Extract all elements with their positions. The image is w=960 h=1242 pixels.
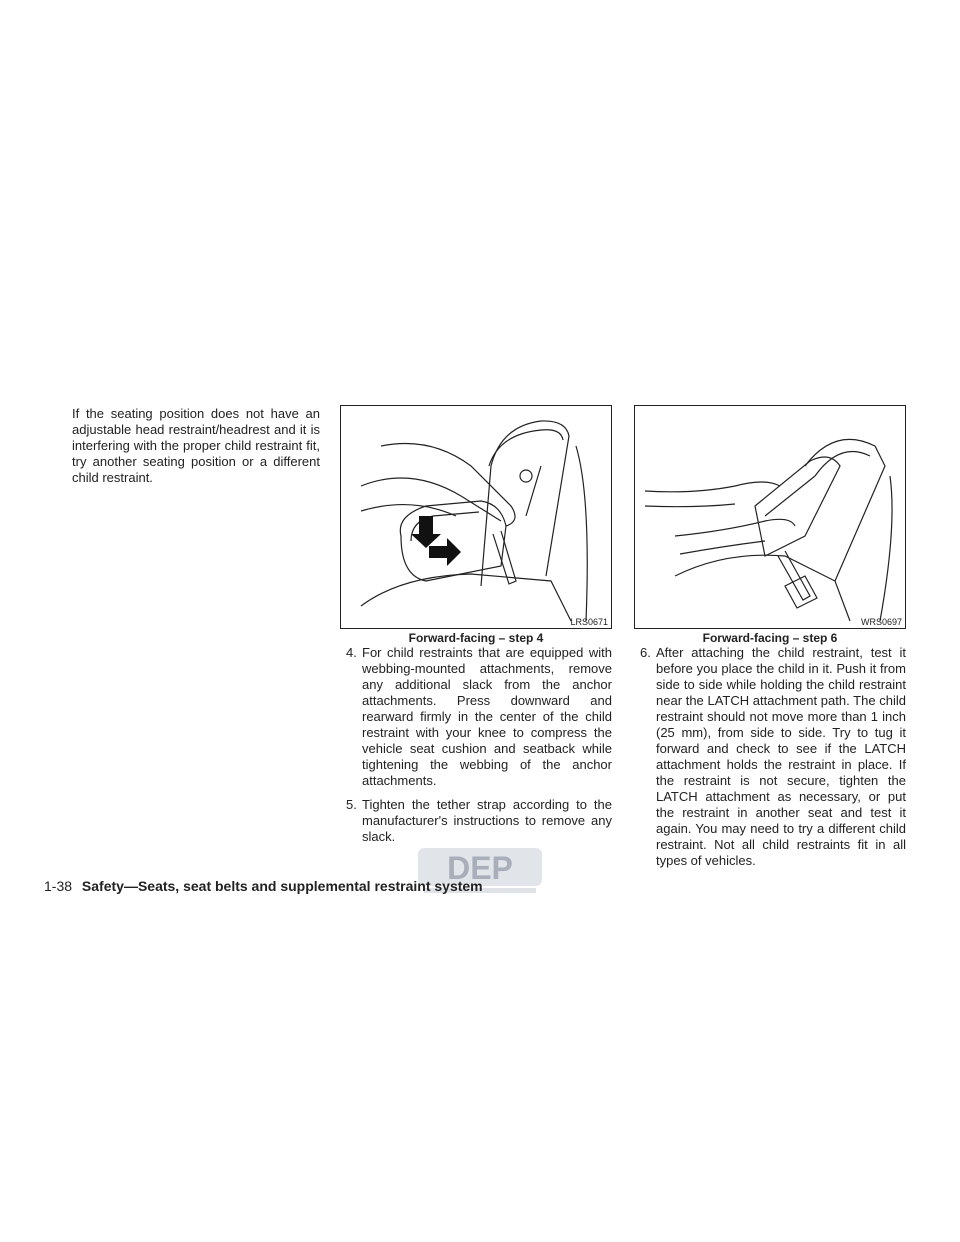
child-seat-illustration-step4	[341, 406, 611, 628]
step-number: 6.	[640, 645, 651, 660]
step-text: After attaching the child restraint, test it before you place the child in it. Push it from side to side while holding the child restraint near the LATCH attachment path. The child restraint should not move more than 1 inch (25 mm), from side to side. Try to tug it forward and check to see if the LATCH attachment holds the restraint in place. If the restraint is not secure, tighten the LATCH attachment as necessary, or put the restraint in another seat and test it again. You may need to try a different child restraint. Not all child restraints fit in all types of vehicles.	[656, 645, 906, 868]
figure-code: LRS0671	[570, 617, 608, 627]
intro-paragraph: If the seating position does not have an adjustable head restraint/headrest and it is interfering with the proper child restraint fit, try another seating position or a different child restraint.	[72, 406, 320, 485]
section-title: Safety—Seats, seat belts and supplemental restraint system	[81, 878, 483, 894]
figure-step-4	[340, 405, 612, 629]
middle-column	[340, 405, 612, 853]
step-4	[340, 645, 612, 789]
child-seat-illustration-step6	[635, 406, 905, 628]
figure-step-6	[634, 405, 906, 629]
step-number: 4.	[346, 645, 357, 660]
watermark-text: DEP	[447, 850, 513, 886]
page-number: 1-38	[44, 878, 73, 894]
step-text: For child restraints that are equipped with webbing-mounted attachments, remove any additional slack from the anchor attachments. Press downward and rearward firmly in the center of the child restraint with your knee to compress the vehicle seat cushion and seatback while tightening the webbing of the anchor attachments.	[362, 645, 612, 788]
step-text: Tighten the tether strap according to the manufacturer's instructions to remove any slack.	[362, 797, 612, 844]
figure-code: WRS0697	[860, 617, 902, 627]
figure-caption: Forward-facing – step 4	[408, 631, 544, 645]
step-5	[340, 797, 612, 845]
intro-column	[72, 406, 320, 486]
page-footer	[44, 877, 483, 895]
step-number: 5.	[346, 797, 357, 812]
step-6	[634, 645, 906, 869]
figure-caption: Forward-facing – step 6	[702, 631, 838, 645]
right-column	[634, 405, 906, 877]
